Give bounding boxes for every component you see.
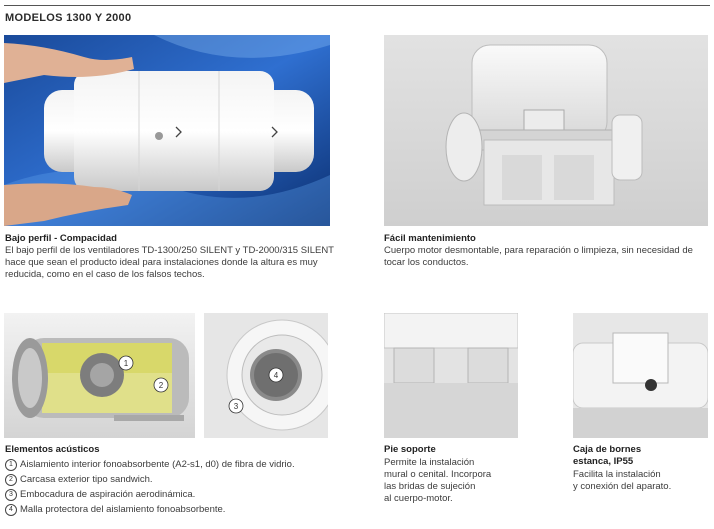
- list-item: [5, 502, 295, 517]
- caja-bornes-text: [573, 469, 671, 493]
- number-badge: 3: [5, 489, 17, 501]
- list-item-text: Carcasa exterior tipo sandwich.: [20, 474, 153, 485]
- elementos-list: [5, 457, 295, 517]
- elementos-title: Elementos acústicos: [5, 444, 100, 455]
- callout-1: 1: [123, 359, 129, 368]
- number-badge: 1: [5, 459, 17, 471]
- title-line: estanca, IP55: [573, 456, 634, 467]
- text-line: y conexión del aparato.: [573, 481, 672, 492]
- terminal-box-photo: [573, 313, 708, 438]
- number-badge: 2: [5, 474, 17, 486]
- cutaway-photo: [4, 313, 195, 438]
- callout-3: 3: [233, 402, 239, 411]
- text-line: Facilita la instalación: [573, 469, 661, 480]
- caja-bornes-title: [573, 444, 641, 468]
- title-line: Caja de bornes: [573, 444, 642, 455]
- bajo-perfil-title: Bajo perfil - Compacidad: [5, 233, 117, 244]
- pie-soporte-title: Pie soporte: [384, 444, 436, 455]
- fan-hands-photo: [4, 35, 330, 226]
- pie-soporte-text: [384, 457, 491, 505]
- maintenance-photo: [384, 35, 708, 226]
- text-line: al cuerpo-motor.: [384, 493, 453, 504]
- facil-mantenimiento-text: Cuerpo motor desmontable, para reparación o limpieza, sin necesidad de tocar los conductos.: [384, 245, 693, 268]
- list-item-text: Malla protectora del aislamiento fonoabsorbente.: [20, 504, 226, 515]
- facil-mantenimiento-title: Fácil mantenimiento: [384, 233, 476, 244]
- callout-2: 2: [158, 381, 164, 390]
- text-line: mural o cenital. Incorpora: [384, 469, 492, 480]
- text-line: las bridas de sujeción: [384, 481, 476, 492]
- list-item-text: Aislamiento interior fonoabsorbente (A2-s1, d0) de fibra de vidrio.: [20, 459, 295, 470]
- list-item: [5, 457, 295, 472]
- intake-photo: [204, 313, 328, 438]
- support-foot-photo: [384, 313, 518, 438]
- bajo-perfil-text: El bajo perfil de los ventiladores TD-1300/250 SILENT y TD-2000/315 SILENT hace que sean el producto ideal para instalaciones donde la altura es muy reducida, como en el caso de los falsos techos.: [5, 245, 334, 280]
- text-line: Permite la instalación: [384, 457, 475, 468]
- top-rule: [4, 5, 710, 6]
- callout-4: 4: [273, 371, 279, 380]
- list-item: [5, 472, 295, 487]
- list-item-text: Embocadura de aspiración aerodinámica.: [20, 489, 196, 500]
- list-item: [5, 487, 295, 502]
- page-heading: MODELOS 1300 Y 2000: [5, 12, 132, 24]
- number-badge: 4: [5, 504, 17, 516]
